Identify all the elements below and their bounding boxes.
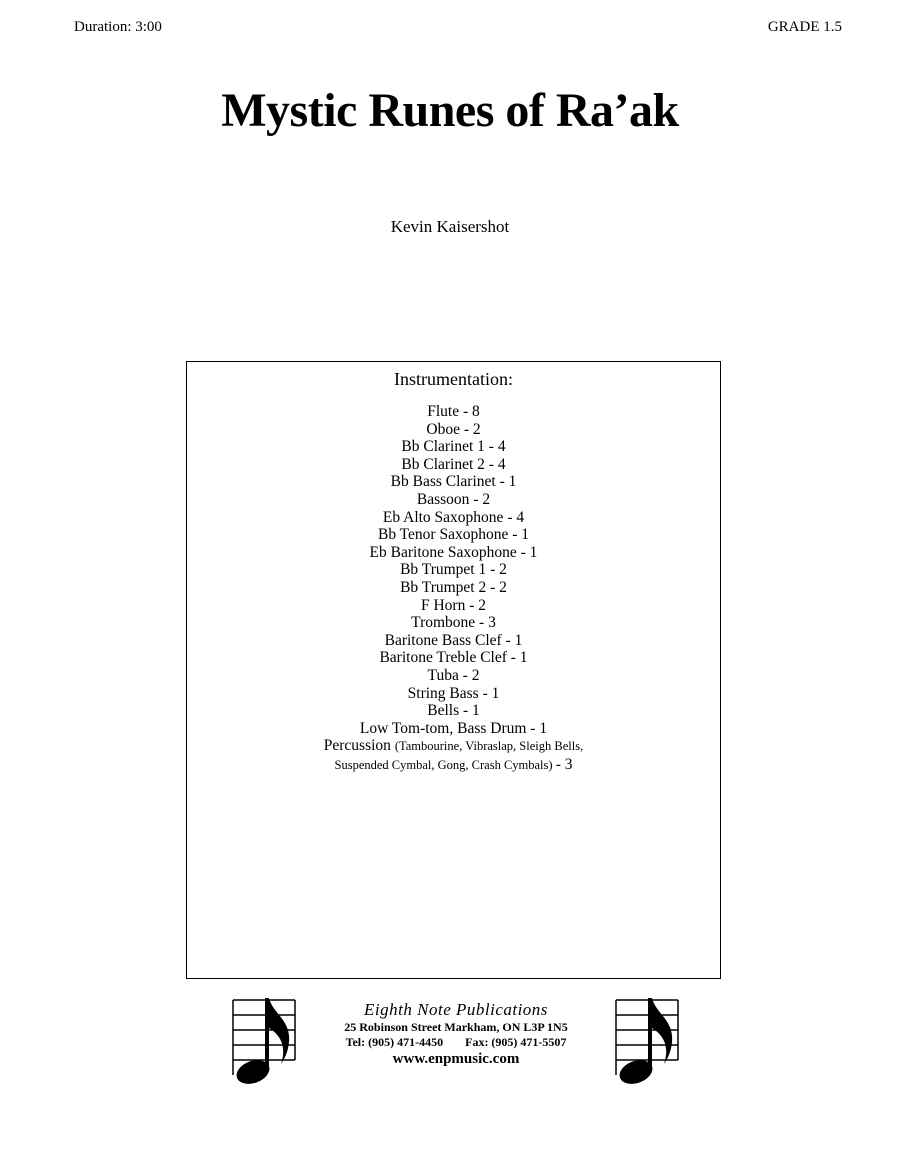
publisher-tel: Tel: (905) 471-4450 [345, 1035, 444, 1049]
page-title: Mystic Runes of Ra’ak [221, 84, 679, 137]
instrument-item: Eb Baritone Saxophone - 1 [369, 543, 538, 561]
percussion-line-2 [187, 756, 720, 774]
instrument-item: Low Tom-tom, Bass Drum - 1 [359, 719, 548, 737]
instrument-item: Bb Bass Clarinet - 1 [390, 473, 517, 491]
grade-label: GRADE 1.5 [767, 19, 842, 35]
publisher-footer [225, 990, 685, 1090]
instrument-item: Eb Alto Saxophone - 4 [382, 508, 525, 526]
instrument-item: String Bass - 1 [407, 684, 500, 702]
publisher-website[interactable]: www.enpmusic.com [392, 1051, 520, 1067]
instrumentation-heading: Instrumentation: [394, 369, 513, 389]
instrument-item: Bb Tenor Saxophone - 1 [377, 526, 530, 544]
percussion-count: - 3 [555, 755, 573, 773]
duration-label: Duration: 3:00 [74, 19, 162, 35]
instrument-item: Flute - 8 [427, 403, 480, 420]
eighth-note-on-staff-icon [608, 990, 683, 1090]
instrument-item: Oboe - 2 [426, 420, 481, 438]
instrument-item: Bb Clarinet 2 - 4 [401, 455, 506, 473]
instrumentation-list [187, 403, 720, 737]
instrument-item: Bassoon - 2 [416, 490, 491, 508]
percussion-label: Percussion [323, 737, 391, 755]
instrument-item: Bb Trumpet 1 - 2 [400, 561, 507, 579]
publisher-name: Eighth Note Publications [364, 1000, 548, 1019]
eighth-note-on-staff-icon [225, 990, 300, 1090]
instrument-item: Trombone - 3 [411, 614, 496, 632]
instrument-item: Tuba - 2 [427, 666, 480, 684]
instrument-item: F Horn - 2 [420, 596, 486, 614]
instrument-item: Bb Trumpet 2 - 2 [400, 578, 507, 596]
instrument-item: Bells - 1 [427, 702, 480, 720]
instrument-item: Baritone Bass Clef - 1 [384, 631, 523, 649]
instrument-item: Bb Clarinet 1 - 4 [401, 438, 506, 456]
publisher-contact [315, 1035, 597, 1050]
percussion-details-1: (Tambourine, Vibraslap, Sleigh Bells, [394, 739, 584, 754]
percussion-line-1 [187, 737, 720, 756]
publisher-address: 25 Robinson Street Markham, ON L3P 1N5 [344, 1020, 568, 1034]
instrumentation-box [186, 361, 721, 979]
composer-name: Kevin Kaisershot [390, 217, 510, 236]
instrument-item: Baritone Treble Clef - 1 [379, 649, 528, 667]
publisher-info [315, 1000, 597, 1068]
percussion-details-2: Suspended Cymbal, Gong, Crash Cymbals) [334, 757, 553, 772]
publisher-fax: Fax: (905) 471-5507 [465, 1035, 567, 1049]
